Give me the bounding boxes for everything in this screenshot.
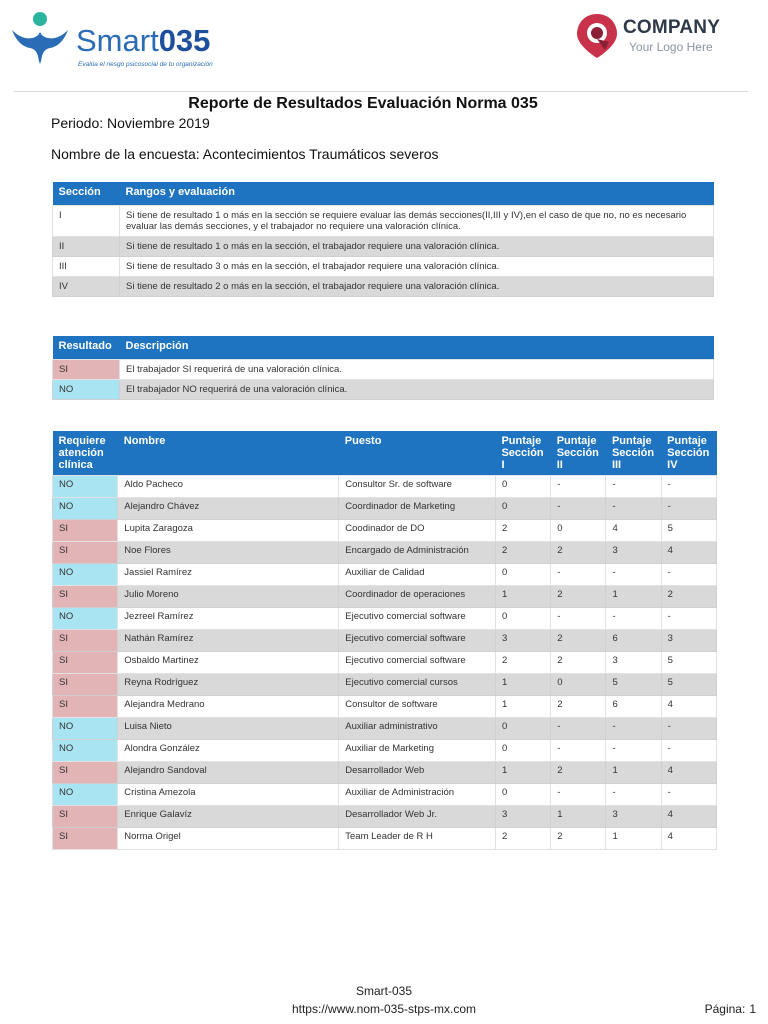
- score-section-2: 2: [551, 652, 606, 674]
- employee-name: Alejandra Medrano: [118, 696, 339, 718]
- attention-status: SI: [53, 674, 118, 696]
- score-section-2: 2: [551, 630, 606, 652]
- score-section-2: 2: [551, 828, 606, 850]
- score-section-3: -: [606, 476, 661, 498]
- table-row: [53, 828, 717, 850]
- table-row: [53, 542, 717, 564]
- table-row: [53, 696, 717, 718]
- score-section-3: 3: [606, 806, 661, 828]
- results-header-resultado: Resultado: [53, 336, 120, 360]
- employee-name: Lupita Zaragoza: [118, 520, 339, 542]
- score-section-3: -: [606, 718, 661, 740]
- score-section-4: -: [661, 784, 716, 806]
- employee-name: Luisa Nieto: [118, 718, 339, 740]
- employee-name: Reyna Rodríguez: [118, 674, 339, 696]
- attention-status: NO: [53, 498, 118, 520]
- score-section-4: 5: [661, 520, 716, 542]
- footer-site-name: Smart-035: [355, 984, 413, 998]
- employee-name: Enrique Galavíz: [118, 806, 339, 828]
- score-section-1: 1: [495, 674, 550, 696]
- brand-tagline: Evalúa el riesgo psicosocial de tu organización: [78, 61, 213, 68]
- employee-name: Osbaldo Martinez: [118, 652, 339, 674]
- table-row: [53, 674, 717, 696]
- result-si-badge: SI: [53, 360, 120, 380]
- score-section-2: -: [551, 476, 606, 498]
- map-pin-icon: [575, 12, 619, 60]
- score-section-3: -: [606, 564, 661, 586]
- results-legend-table: [52, 336, 714, 400]
- table-row: [53, 784, 717, 806]
- score-section-3: -: [606, 498, 661, 520]
- score-section-2: 2: [551, 696, 606, 718]
- results-header-descripcion: Descripción: [120, 336, 714, 360]
- table-row: [53, 806, 717, 828]
- employee-position: Ejecutivo comercial software: [339, 630, 496, 652]
- score-section-2: -: [551, 718, 606, 740]
- section-rule: Si tiene de resultado 2 o más en la sección, el trabajador requiere una valoración clínica.: [120, 277, 714, 297]
- employee-name: Jezreel Ramírez: [118, 608, 339, 630]
- score-section-3: 3: [606, 652, 661, 674]
- employee-position: Auxiliar de Marketing: [339, 740, 496, 762]
- score-section-4: -: [661, 718, 716, 740]
- employee-position: Auxiliar de Calidad: [339, 564, 496, 586]
- employee-position: Encargado de Administración: [339, 542, 496, 564]
- employee-position: Consultor Sr. de software: [339, 476, 496, 498]
- employee-position: Auxiliar administrativo: [339, 718, 496, 740]
- section-id: II: [53, 237, 120, 257]
- score-section-4: 4: [661, 762, 716, 784]
- score-section-4: 4: [661, 542, 716, 564]
- score-section-4: -: [661, 740, 716, 762]
- employee-name: Jassiel Ramírez: [118, 564, 339, 586]
- footer-url[interactable]: https://www.nom-035-stps-mx.com: [291, 1002, 477, 1016]
- section-id: IV: [53, 277, 120, 297]
- table-row: [53, 360, 714, 380]
- attention-status: NO: [53, 476, 118, 498]
- report-periodo: Periodo: Noviembre 2019: [51, 115, 210, 131]
- score-section-4: 4: [661, 696, 716, 718]
- attention-status: SI: [53, 630, 118, 652]
- score-section-2: 1: [551, 806, 606, 828]
- score-section-2: 2: [551, 762, 606, 784]
- attention-status: NO: [53, 740, 118, 762]
- score-section-2: 2: [551, 586, 606, 608]
- score-section-4: -: [661, 564, 716, 586]
- attention-status: NO: [53, 564, 118, 586]
- employee-position: Desarrollador Web: [339, 762, 496, 784]
- score-section-1: 0: [495, 608, 550, 630]
- page-indicator: [705, 1002, 756, 1016]
- employee-name: Alondra González: [118, 740, 339, 762]
- header-puesto: Puesto: [339, 431, 496, 476]
- company-logo: [575, 12, 735, 60]
- page-header: [0, 0, 768, 92]
- score-section-2: -: [551, 564, 606, 586]
- attention-status: NO: [53, 608, 118, 630]
- employee-position: Coordinador de operaciones: [339, 586, 496, 608]
- employee-position: Ejecutivo comercial software: [339, 608, 496, 630]
- score-section-3: 5: [606, 674, 661, 696]
- score-section-1: 1: [495, 586, 550, 608]
- page-number: 1: [749, 1002, 756, 1016]
- result-description: El trabajador NO requerirá de una valoración clínica.: [120, 380, 714, 400]
- score-section-3: -: [606, 740, 661, 762]
- employee-position: Consultor de software: [339, 696, 496, 718]
- score-section-1: 0: [495, 564, 550, 586]
- attention-status: SI: [53, 586, 118, 608]
- employee-name: Alejandro Sandoval: [118, 762, 339, 784]
- attention-status: SI: [53, 828, 118, 850]
- table-row: [53, 476, 717, 498]
- attention-status: SI: [53, 652, 118, 674]
- report-title: Reporte de Resultados Evaluación Norma 035: [188, 95, 538, 112]
- section-rule: Si tiene de resultado 1 o más en la sección, el trabajador requiere una valoración clínica.: [120, 237, 714, 257]
- employee-name: Julio Moreno: [118, 586, 339, 608]
- header-puntaje-seccion-4: Puntaje Sección IV: [661, 431, 716, 476]
- score-section-1: 0: [495, 784, 550, 806]
- attention-status: SI: [53, 762, 118, 784]
- section-rule: Si tiene de resultado 3 o más en la sección, el trabajador requiere una valoración clínica.: [120, 257, 714, 277]
- header-puntaje-seccion-2: Puntaje Sección II: [551, 431, 606, 476]
- attention-status: SI: [53, 542, 118, 564]
- table-row: [53, 564, 717, 586]
- smart035-figure-icon: [10, 10, 70, 66]
- company-name: COMPANY: [623, 17, 721, 38]
- smart035-logo: [10, 10, 240, 66]
- table-row: [53, 740, 717, 762]
- attention-status: SI: [53, 520, 118, 542]
- employees-table: [52, 431, 717, 850]
- table-row: [53, 520, 717, 542]
- table-row: [53, 257, 714, 277]
- score-section-3: 1: [606, 762, 661, 784]
- employee-name: Noe Flores: [118, 542, 339, 564]
- score-section-4: 4: [661, 828, 716, 850]
- sections-header-row: [53, 182, 714, 206]
- employee-name: Cristina Amezola: [118, 784, 339, 806]
- score-section-3: 3: [606, 542, 661, 564]
- employee-position: Auxiliar de Administración: [339, 784, 496, 806]
- score-section-1: 3: [495, 630, 550, 652]
- header-divider: [14, 91, 748, 92]
- table-row: [53, 206, 714, 237]
- result-no-badge: NO: [53, 380, 120, 400]
- score-section-4: -: [661, 476, 716, 498]
- score-section-4: 4: [661, 806, 716, 828]
- table-row: [53, 630, 717, 652]
- score-section-3: 4: [606, 520, 661, 542]
- table-row: [53, 718, 717, 740]
- score-section-3: 1: [606, 828, 661, 850]
- score-section-1: 3: [495, 806, 550, 828]
- attention-status: SI: [53, 696, 118, 718]
- page-label: Página:: [704, 1002, 746, 1016]
- table-row: [53, 277, 714, 297]
- sections-header-rangos: Rangos y evaluación: [120, 182, 714, 206]
- score-section-3: 6: [606, 630, 661, 652]
- score-section-1: 0: [495, 718, 550, 740]
- header-nombre: Nombre: [118, 431, 339, 476]
- score-section-3: -: [606, 784, 661, 806]
- header-puntaje-seccion-1: Puntaje Sección I: [495, 431, 550, 476]
- score-section-4: 2: [661, 586, 716, 608]
- company-tagline: Your Logo Here: [629, 40, 713, 54]
- table-row: [53, 380, 714, 400]
- score-section-3: 1: [606, 586, 661, 608]
- score-section-1: 2: [495, 542, 550, 564]
- score-section-1: 0: [495, 740, 550, 762]
- brand-name: Smart035: [76, 23, 211, 58]
- attention-status: NO: [53, 718, 118, 740]
- header-puntaje-seccion-3: Puntaje Sección III: [606, 431, 661, 476]
- score-section-1: 0: [495, 498, 550, 520]
- score-section-4: 5: [661, 652, 716, 674]
- section-rule: Si tiene de resultado 1 o más en la sección se requiere evaluar las demás secciones(II,III y IV),en el caso de que no, no es necesario evaluar las demás secciones, y el trabajador no requiere una valoración clínica.: [120, 206, 714, 237]
- score-section-1: 2: [495, 520, 550, 542]
- sections-table: [52, 182, 714, 297]
- results-header-row: [53, 336, 714, 360]
- score-section-2: -: [551, 608, 606, 630]
- table-row: [53, 762, 717, 784]
- employee-position: Ejecutivo comercial cursos: [339, 674, 496, 696]
- score-section-4: -: [661, 498, 716, 520]
- score-section-2: -: [551, 498, 606, 520]
- employee-position: Coordinador de Marketing: [339, 498, 496, 520]
- score-section-1: 0: [495, 476, 550, 498]
- result-description: El trabajador SI requerirá de una valoración clínica.: [120, 360, 714, 380]
- employee-name: Alejandro Chávez: [118, 498, 339, 520]
- employee-position: Coodinador de DO: [339, 520, 496, 542]
- score-section-4: 5: [661, 674, 716, 696]
- score-section-1: 2: [495, 828, 550, 850]
- score-section-2: 2: [551, 542, 606, 564]
- section-id: I: [53, 206, 120, 237]
- score-section-2: 0: [551, 520, 606, 542]
- employee-name: Nathán Ramírez: [118, 630, 339, 652]
- attention-status: SI: [53, 806, 118, 828]
- attention-status: NO: [53, 784, 118, 806]
- table-row: [53, 237, 714, 257]
- score-section-2: 0: [551, 674, 606, 696]
- score-section-2: -: [551, 784, 606, 806]
- score-section-2: -: [551, 740, 606, 762]
- score-section-4: 3: [661, 630, 716, 652]
- score-section-1: 2: [495, 652, 550, 674]
- employee-name: Norma Origel: [118, 828, 339, 850]
- score-section-1: 1: [495, 762, 550, 784]
- score-section-4: -: [661, 608, 716, 630]
- employees-header-row: [53, 431, 717, 476]
- score-section-3: -: [606, 608, 661, 630]
- table-row: [53, 586, 717, 608]
- employee-position: Team Leader de R H: [339, 828, 496, 850]
- sections-header-seccion: Sección: [53, 182, 120, 206]
- table-row: [53, 652, 717, 674]
- score-section-3: 6: [606, 696, 661, 718]
- section-id: III: [53, 257, 120, 277]
- header-requiere-atencion: Requiere atención clínica: [53, 431, 118, 476]
- employee-position: Desarrollador Web Jr.: [339, 806, 496, 828]
- survey-name: Nombre de la encuesta: Acontecimientos Traumáticos severos: [51, 146, 439, 162]
- table-row: [53, 608, 717, 630]
- table-row: [53, 498, 717, 520]
- employee-name: Aldo Pacheco: [118, 476, 339, 498]
- employee-position: Ejecutivo comercial software: [339, 652, 496, 674]
- score-section-1: 1: [495, 696, 550, 718]
